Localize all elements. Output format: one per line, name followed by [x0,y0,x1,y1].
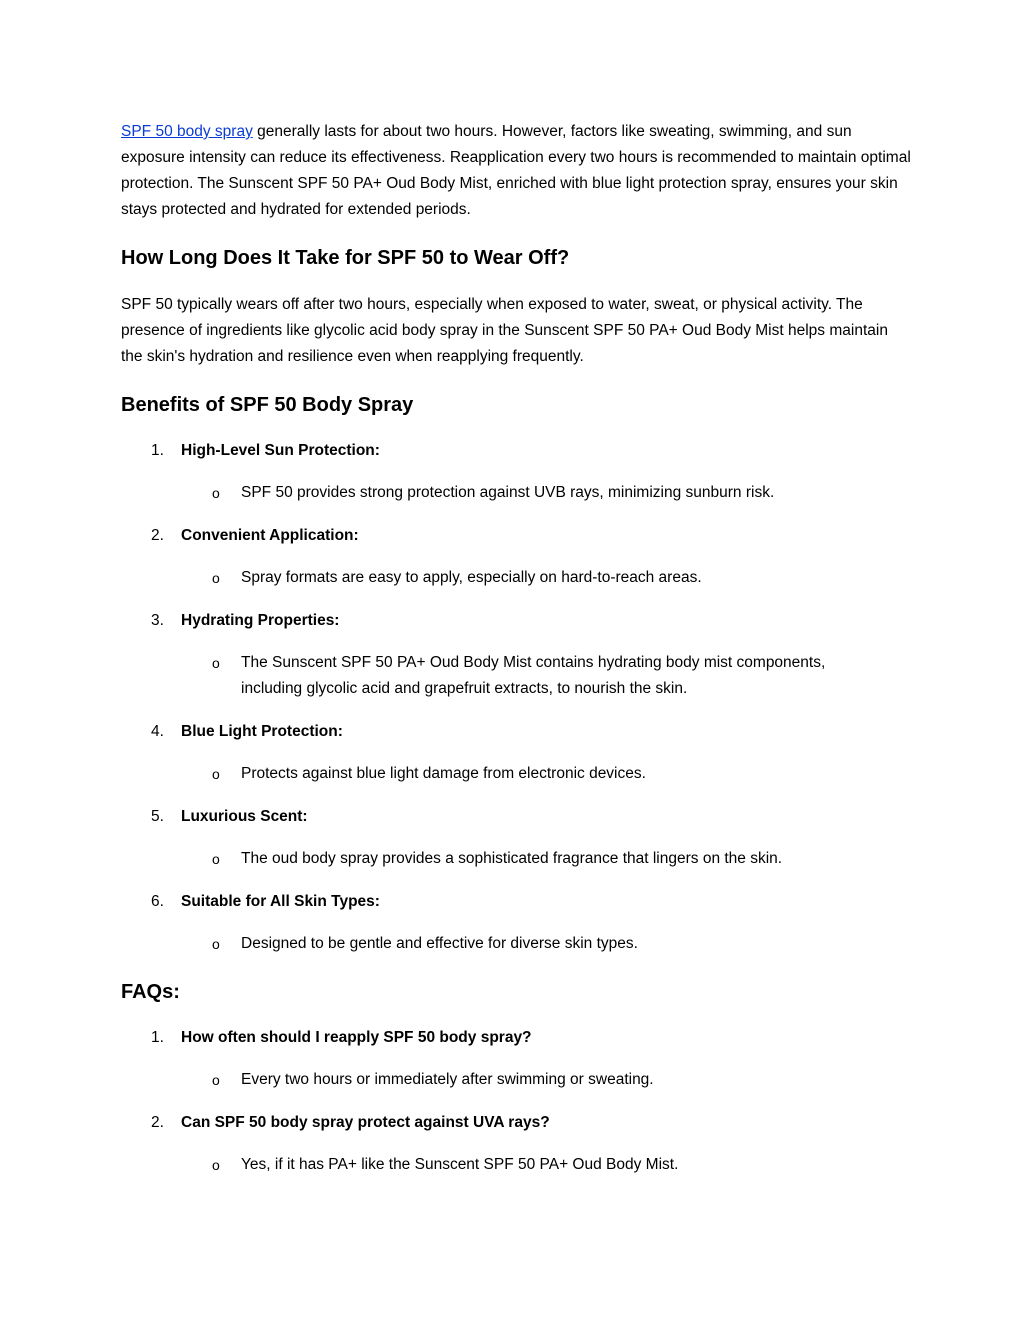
item-number: 5. [151,808,164,825]
bullet-icon: o [212,485,220,501]
item-number: 3. [151,612,164,629]
bullet-icon: o [212,655,220,671]
section-heading-wear-off: How Long Does It Take for SPF 50 to Wear Off? [121,247,570,269]
item-title: Luxurious Scent: [181,808,308,825]
item-title: Convenient Application: [181,527,359,544]
list-item [121,719,911,787]
faq-answer: Yes, if it has PA+ like the Sunscent SPF 50 PA+ Oud Body Mist. [241,1156,679,1173]
item-title: High-Level Sun Protection: [181,442,380,459]
item-detail: The oud body spray provides a sophisticated fragrance that lingers on the skin. [241,850,783,867]
item-number: 4. [151,723,164,740]
item-number: 1. [151,1029,164,1046]
item-title: Suitable for All Skin Types: [181,893,380,910]
list-item [121,608,911,702]
item-detail: SPF 50 provides strong protection against UVB rays, minimizing sunburn risk. [241,484,775,501]
intro-paragraph [121,119,911,223]
item-number: 2. [151,1114,164,1131]
item-detail: Protects against blue light damage from electronic devices. [241,765,646,782]
bullet-icon: o [212,851,220,867]
intro-text: generally lasts for about two hours. However, factors like sweating, swimming, and sun exposure intensity can reduce its effectiveness. Reapplication every two hours is recommended to maintain optimal protection. The Sunscent SPF 50 PA+ Oud Body Mist, enriched with blue light protection spray, ensures your skin stays protected and hydrated for extended periods. [121,123,911,218]
list-item [121,438,911,506]
item-number: 1. [151,442,164,459]
item-detail: Spray formats are easy to apply, especially on hard-to-reach areas. [241,569,702,586]
faq-item [121,1110,911,1178]
item-number: 2. [151,527,164,544]
faq-question: How often should I reapply SPF 50 body spray? [181,1029,532,1046]
section-heading-benefits: Benefits of SPF 50 Body Spray [121,394,414,416]
list-item [121,889,911,957]
faq-question: Can SPF 50 body spray protect against UVA rays? [181,1114,550,1131]
item-detail: The Sunscent SPF 50 PA+ Oud Body Mist contains hydrating body mist components, including glycolic acid and grapefruit extracts, to nourish the skin. [241,654,826,697]
bullet-icon: o [212,570,220,586]
faq-answer: Every two hours or immediately after swimming or sweating. [241,1071,654,1088]
benefits-list [121,438,911,957]
list-item [121,523,911,591]
faq-list [121,1025,911,1178]
bullet-icon: o [212,936,220,952]
bullet-icon: o [212,766,220,782]
section-heading-faqs: FAQs: [121,981,180,1003]
item-title: Hydrating Properties: [181,612,340,629]
item-number: 6. [151,893,164,910]
item-title: Blue Light Protection: [181,723,343,740]
faq-item [121,1025,911,1093]
list-item [121,804,911,872]
item-detail: Designed to be gentle and effective for diverse skin types. [241,935,638,952]
bullet-icon: o [212,1157,220,1173]
bullet-icon: o [212,1072,220,1088]
document-page [121,119,911,1195]
spf50-body-spray-link[interactable]: SPF 50 body spray [121,123,253,140]
wear-off-paragraph: SPF 50 typically wears off after two hours, especially when exposed to water, sweat, or physical activity. The presence of ingredients like glycolic acid body spray in the Sunscent SPF 50 PA+ Oud Body Mist helps maintain the skin's hydration and resilience even when reapplying frequently. [121,296,888,365]
